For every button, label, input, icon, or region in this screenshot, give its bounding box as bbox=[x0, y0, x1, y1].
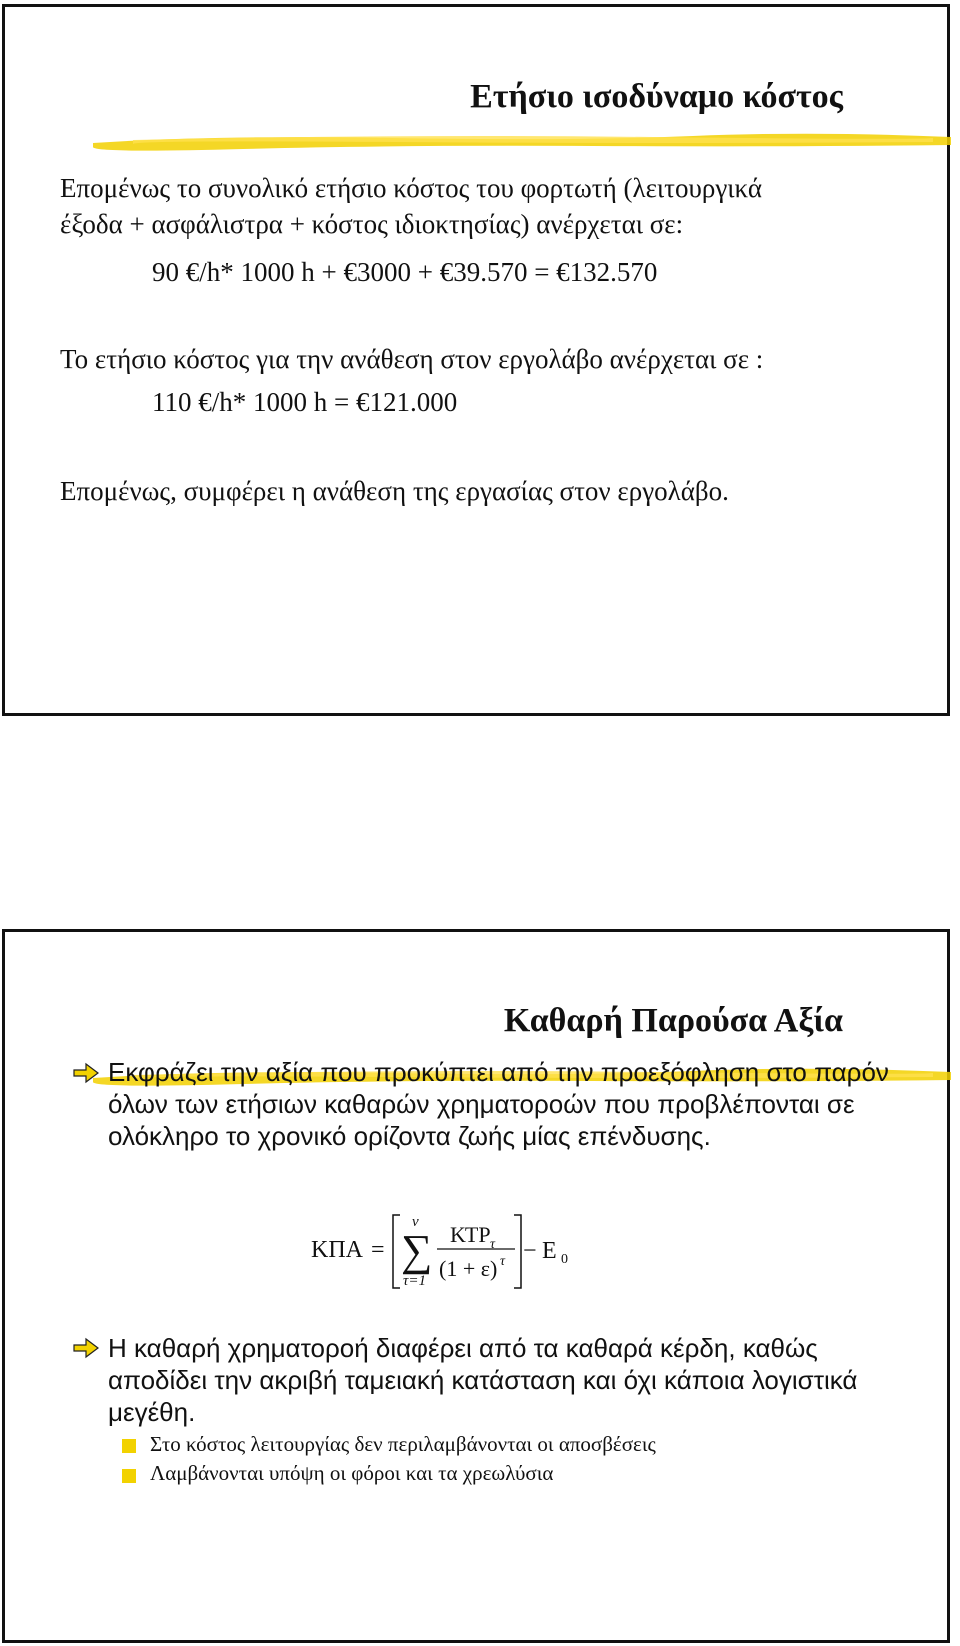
bullet-cash-flow-vs-profit: Η καθαρή χρηματοροή διαφέρει από τα καθαρά κέρδη, καθώς αποδίδει την ακριβή ταμειακή κατάσταση και όχι κάποια λογιστικά μεγέθη. bbox=[108, 1333, 858, 1427]
formula-e0: Ε bbox=[542, 1238, 557, 1264]
arrow-bullet-icon bbox=[72, 1337, 100, 1359]
formula-sigma: ∑ bbox=[401, 1226, 433, 1275]
paragraph-contractor: Το ετήσιο κόστος για την ανάθεση στον εργολάβο ανέρχεται σε : bbox=[60, 344, 764, 374]
sub-bullet-1: Στο κόστος λειτουργίας δεν περιλαμβάνονται οι αποσβέσεις bbox=[150, 1432, 656, 1456]
title-highlighter-stroke bbox=[93, 125, 951, 155]
bullet-npv-definition: Εκφράζει την αξία που προκύπτει από την προεξόφληση στο παρόν όλων των ετήσιων καθαρών χρηματοροών που προβλέπονται σε ολόκληρο το χρονικό ορίζοντα ζωής μίας επένδυσης. bbox=[108, 1057, 889, 1151]
square-bullet-icon bbox=[122, 1439, 136, 1453]
formula-numerator: ΚΤΡ bbox=[450, 1222, 491, 1247]
square-bullet-icon bbox=[122, 1469, 136, 1483]
formula-equals: = bbox=[371, 1237, 385, 1263]
formula-sum-lower: τ=1 bbox=[403, 1273, 426, 1289]
slide-net-present-value bbox=[2, 929, 950, 1643]
conclusion-text: Επομένως, συμφέρει η ανάθεση της εργασίας στον εργολάβο. bbox=[60, 476, 729, 506]
formula-denominator: (1 + ε) bbox=[439, 1256, 498, 1281]
formula-e0-sub: 0 bbox=[561, 1252, 568, 1267]
calculation-owner-cost: 90 €/h* 1000 h + €3000 + €39.570 = €132.570 bbox=[152, 257, 658, 287]
formula-sum-upper: ν bbox=[412, 1214, 419, 1230]
paragraph-line-1: Επομένως το συνολικό ετήσιο κόστος του φορτωτή (λειτουργικά bbox=[60, 173, 763, 203]
formula-numerator-sub: τ bbox=[490, 1237, 496, 1252]
formula-lhs: ΚΠΑ bbox=[311, 1237, 363, 1263]
formula-denominator-exp: τ bbox=[500, 1254, 506, 1269]
npv-formula bbox=[5, 932, 953, 1646]
slide-annual-equivalent-cost bbox=[2, 4, 950, 716]
calculation-contractor-cost: 110 €/h* 1000 h = €121.000 bbox=[152, 387, 458, 417]
slide-title: Ετήσιο ισοδύναμο κόστος bbox=[470, 78, 843, 115]
slide-title: Καθαρή Παρούσα Αξία bbox=[503, 1002, 843, 1039]
sub-bullet-2: Λαμβάνονται υπόψη οι φόροι και τα χρεωλύσια bbox=[150, 1461, 554, 1485]
paragraph-line-2: έξοδα + ασφάλιστρα + κόστος ιδιοκτησίας) ανέρχεται σε: bbox=[60, 209, 684, 239]
formula-minus: − bbox=[523, 1238, 537, 1264]
